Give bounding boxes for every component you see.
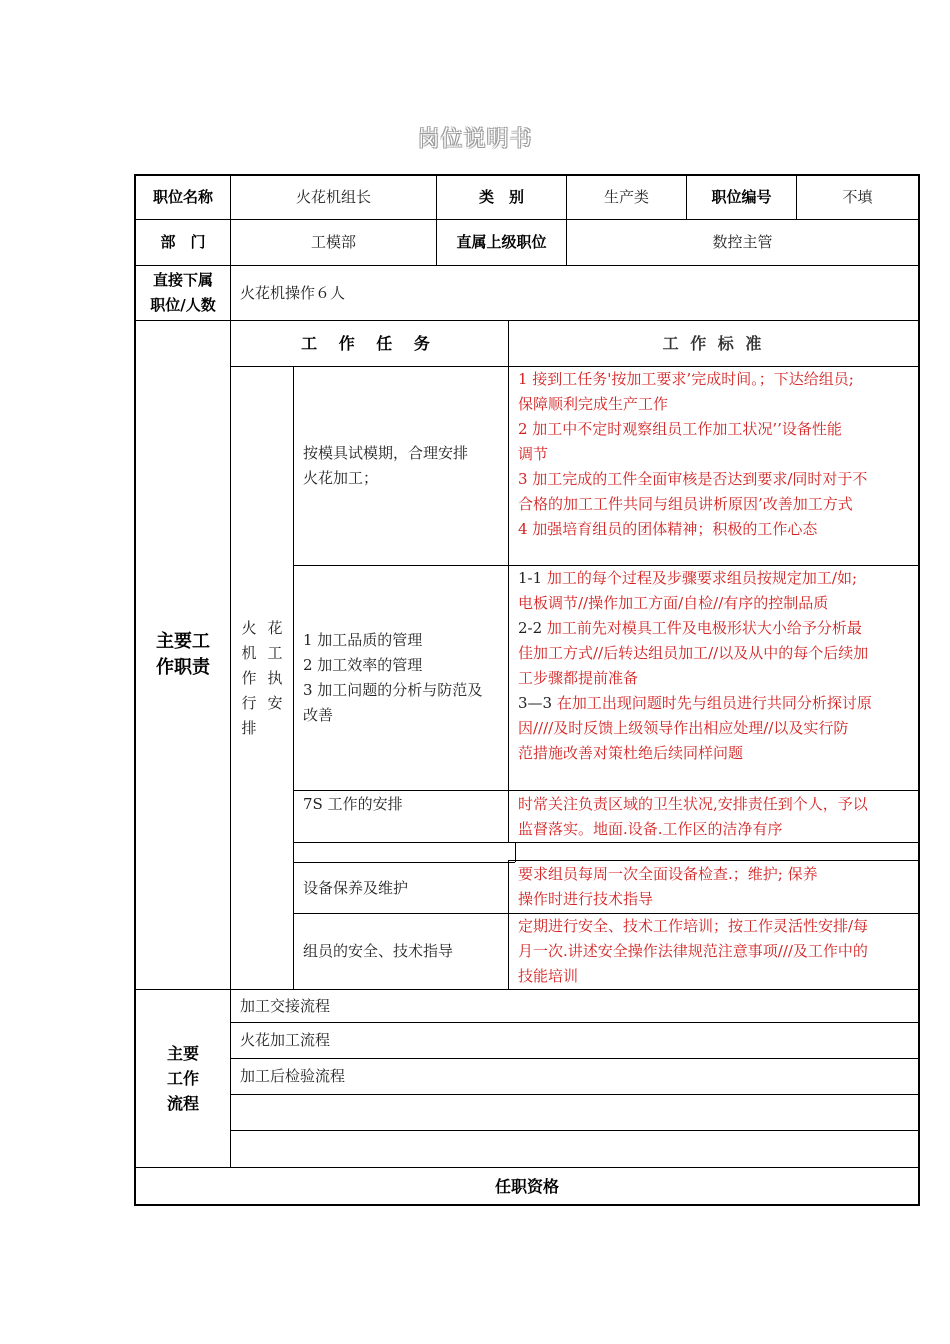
- subordinate-value: 火花机操作６人: [240, 283, 346, 302]
- main-process-label: 主要 工作 流程: [166, 1044, 199, 1113]
- spark-work-group-label: [231, 367, 293, 989]
- task-mold-trial: 按模具试模期，合理安排 火花加工；: [303, 444, 469, 487]
- process-item-handover: 加工交接流程: [240, 996, 331, 1015]
- main-duties-label: 主要工 作职责: [156, 631, 210, 678]
- category-value: 生产类: [603, 188, 649, 206]
- task-quality-efficiency: 1 加工品质的管理 2 加工效率的管理 3 加工问题的分析与防范及 改善: [303, 631, 483, 724]
- group-label-char: 排: [241, 718, 257, 737]
- department-label: 部 门: [160, 233, 206, 251]
- position-code-value: 不填: [842, 188, 873, 206]
- process-item-empty: [231, 1131, 918, 1167]
- task-7s: 7S 工作的安排: [303, 794, 403, 813]
- process-item-empty: [231, 1095, 918, 1130]
- task-header: 工 作 任 务: [301, 334, 438, 353]
- standard-safety-guidance: 定期进行安全、技术工作培训；按工作灵活性安排/每 月一次.讲述安全操作法律规范注意事项///及工作中的 技能培训: [518, 917, 869, 985]
- standard-header: 工 作 标 准: [662, 334, 765, 353]
- task-safety-guidance: 组员的安全、技术指导: [303, 942, 454, 960]
- document-title: 岗位说明书: [417, 127, 533, 152]
- subordinate-label: 直接下属 职位/人数: [150, 271, 216, 314]
- standard-7s: 时常关注负责区域的卫生状况,安排责任到个人，予以 监督落实。地面.设备.工作区的洁净有序: [518, 794, 868, 838]
- process-item-spark: 火花加工流程: [240, 1031, 331, 1049]
- qualification-header: 任职资格: [494, 1176, 559, 1196]
- superior-value: 数控主管: [712, 233, 773, 251]
- standard-equipment-maintenance: 要求组员每周一次全面设备检查.；维护; 保养 操作时进行技术指导: [518, 865, 818, 908]
- category-label: 类 别: [478, 188, 524, 206]
- group-label-char: 执: [267, 668, 283, 687]
- process-item-inspection: 加工后检验流程: [240, 1067, 346, 1085]
- standard-quality-efficiency: 1-1 加工的每个过程及步骤要求组员按规定加工/如; 电板调节//操作加工方面/自检//有序的控制品质 2-2 加工前先对模具工件及电极形状大小给予分析最 佳加工方式//后转达组员加工//以及从中的每个后续加 工步骤都提前准备 3—3 在加工出现问题时先与组员进行共同分析探讨原 因////及时反馈上级领导作出相应处理//以及实行防 范措施改善对策杜绝后续同样问题: [518, 569, 872, 762]
- group-label-char: 行: [241, 693, 257, 712]
- group-label-char: 花: [267, 618, 283, 637]
- group-label-char: 工: [267, 643, 283, 662]
- group-label-char: 作: [241, 668, 257, 687]
- department-value: 工模部: [310, 233, 356, 251]
- group-label-char: 安: [267, 693, 283, 712]
- superior-label: 直属上级职位: [456, 233, 547, 251]
- group-label-char: 机: [241, 643, 257, 662]
- group-label-char: 火: [241, 618, 257, 637]
- standard-mold-trial: 1 接到工任务'按加工要求’完成时间。；下达给组员; 保障顺利完成生产工作 2 加工中不定时观察组员工作加工状况’’设备性能 调节 3 加工完成的工件全面审核是否达到要求/同时对于不 合格的加工工件共同与组员讲析原因’改善加工方式 4 加强培育组员的团体精神；积极的工作心态: [518, 369, 868, 538]
- position-name-value: 火花机组长: [295, 188, 371, 206]
- task-equipment-maintenance: 设备保养及维护: [303, 878, 409, 897]
- position-name-label: 职位名称: [152, 188, 213, 206]
- position-code-label: 职位编号: [711, 188, 772, 206]
